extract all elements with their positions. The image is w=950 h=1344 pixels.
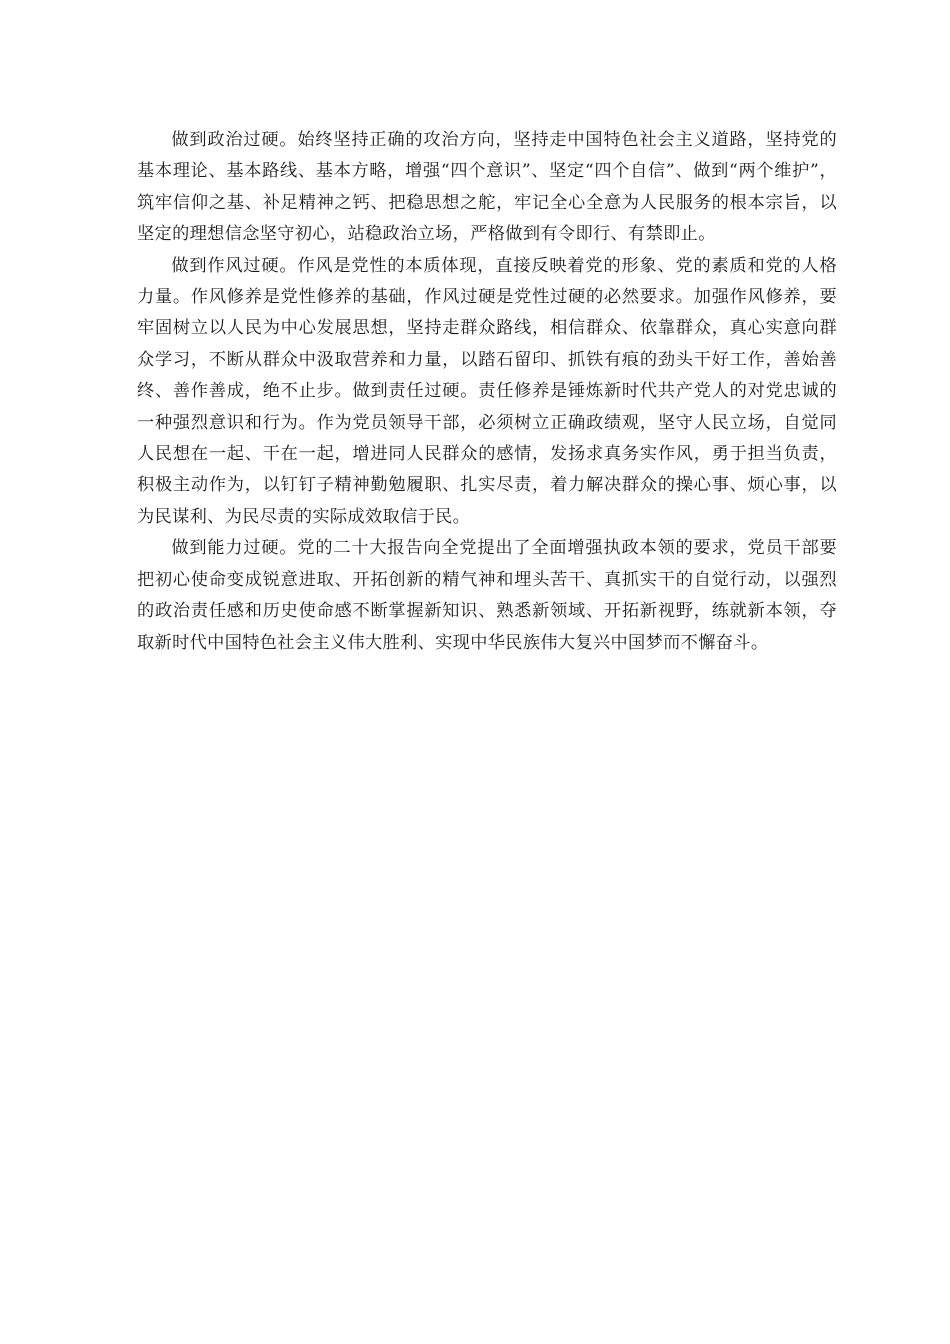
paragraph-political: 做到政治过硬。始终坚持正确的攻治方向，坚持走中国特色社会主义道路，坚持党的基本理论、基本路线、基本方略，增强“四个意识”、坚定“四个自信”、做到“两个维护”，筑牢信仰之基、补足精神之钙、把稳思想之舵，牢记全心全意为人民服务的根本宗旨，以坚定的理想信念坚守初心，站稳政治立场，严格做到有令即行、有禁即止。 xyxy=(137,130,837,245)
paragraph-work-style: 做到作风过硬。作风是党性的本质体现，直接反映着党的形象、党的素质和党的人格力量。作风修养是党性修养的基础，作风过硬是党性过硬的必然要求。加强作风修养，要牢固树立以人民为中心发展思想，坚持走群众路线，相信群众、依靠群众，真心实意向群众学习，不断从群众中汲取营养和力量，以踏石留印、抓铁有痕的劲头干好工作，善始善终、善作善成，绝不止步。做到责任过硬。责任修养是锤炼新时代共产党人的对党忠诚的一种强烈意识和行为。作为党员领导干部，必须树立正确政绩观，坚守人民立场，自觉同人民想在一起、干在一起，增进同人民群众的感情，发扬求真务实作风，勇于担当负责，积极主动作为，以钉钉子精神勤勉履职、扎实尽责，着力解决群众的操心事、烦心事，以为民谋利、为民尽责的实际成效取信于民。 xyxy=(137,255,837,527)
paragraph-capability: 做到能力过硬。党的二十大报告向全党提出了全面增强执政本领的要求，党员干部要把初心使命变成锐意进取、开拓创新的精气神和埋头苦干、真抓实干的自觉行动，以强烈的政治责任感和历史使命感不断掌握新知识、熟悉新领域、开拓新视野，练就新本领，夺取新时代中国特色社会主义伟大胜利、实现中华民族伟大复兴中国梦而不懈奋斗。 xyxy=(137,538,837,653)
document-body xyxy=(137,125,837,659)
